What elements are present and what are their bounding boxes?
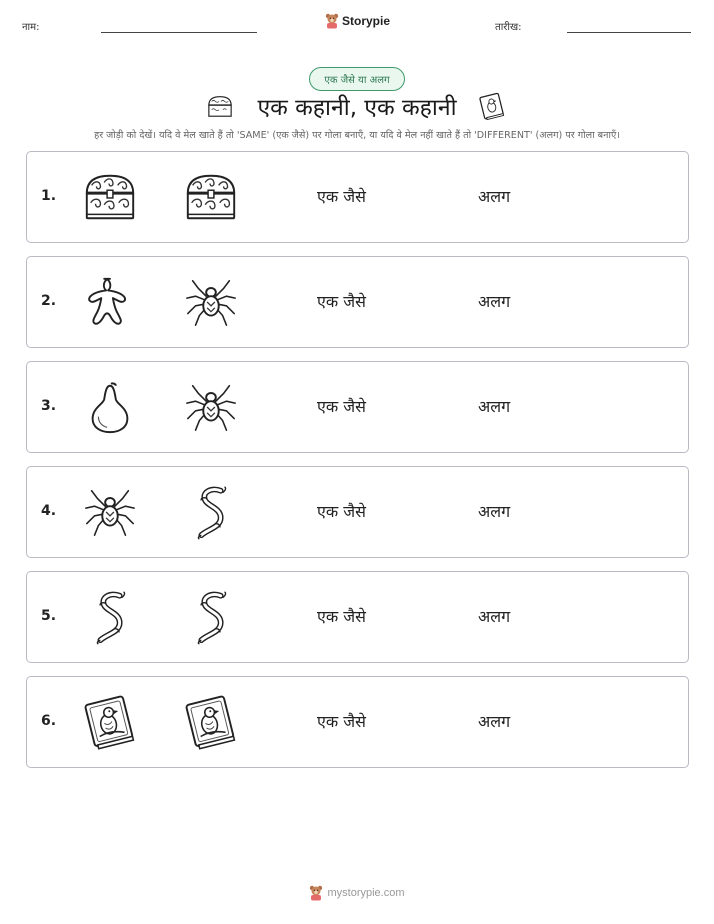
spider-icon [182, 274, 240, 330]
spider-icon [182, 379, 240, 435]
treasure-chest-icon [81, 169, 139, 225]
row-number: 3. [41, 398, 57, 414]
bird-book-icon [477, 91, 507, 125]
spider-icon [81, 484, 139, 540]
vine-icon [182, 589, 240, 645]
same-option[interactable]: एक जैसे [317, 712, 366, 731]
bear-logo-icon [309, 885, 323, 901]
same-option[interactable]: एक जैसे [317, 187, 366, 206]
different-option[interactable]: अलग [478, 502, 511, 521]
bear-logo-icon [325, 13, 339, 29]
different-option[interactable]: अलग [478, 712, 511, 731]
row-number: 1. [41, 188, 57, 204]
different-option[interactable]: अलग [478, 607, 511, 626]
worksheet-title: एक कहानी, एक कहानी [257, 95, 457, 121]
gingerbread-man-icon [81, 274, 139, 330]
footer-url[interactable]: mystorypie.com [327, 887, 405, 899]
pair-row-3 [26, 361, 689, 453]
pair-row-4 [26, 466, 689, 558]
bird-book-icon [81, 694, 139, 750]
pair-row-2 [26, 256, 689, 348]
bird-book-icon [182, 694, 240, 750]
gourd-icon [81, 379, 139, 435]
brand-name: Storypie [342, 14, 391, 28]
vine-icon [182, 484, 240, 540]
same-option[interactable]: एक जैसे [317, 292, 366, 311]
row-number: 4. [41, 503, 57, 519]
footer [0, 885, 714, 901]
name-label: नाम: [22, 22, 40, 33]
different-option[interactable]: अलग [478, 292, 511, 311]
row-number: 5. [41, 608, 57, 624]
treasure-chest-icon [182, 169, 240, 225]
vine-icon [81, 589, 139, 645]
date-label: तारीख: [495, 22, 522, 33]
pair-row-1 [26, 151, 689, 243]
pair-row-6 [26, 676, 689, 768]
activity-type-badge: एक जैसे या अलग [309, 67, 405, 91]
different-option[interactable]: अलग [478, 397, 511, 416]
row-number: 6. [41, 713, 57, 729]
same-option[interactable]: एक जैसे [317, 607, 366, 626]
different-option[interactable]: अलग [478, 187, 511, 206]
row-number: 2. [41, 293, 57, 309]
name-line[interactable] [101, 32, 257, 33]
same-option[interactable]: एक जैसे [317, 397, 366, 416]
date-line[interactable] [567, 32, 691, 33]
instructions-text: हर जोड़ी को देखें। यदि वे मेल खाते हैं तो 'SAME' (एक जैसे) पर गोला बनाएँ, या यदि वे मेल नहीं खाते हैं तो 'DIFFERENT' (अलग) पर गोला बनाएँ। [94, 130, 620, 141]
pair-row-5 [26, 571, 689, 663]
same-option[interactable]: एक जैसे [317, 502, 366, 521]
storypie-logo [325, 13, 390, 29]
